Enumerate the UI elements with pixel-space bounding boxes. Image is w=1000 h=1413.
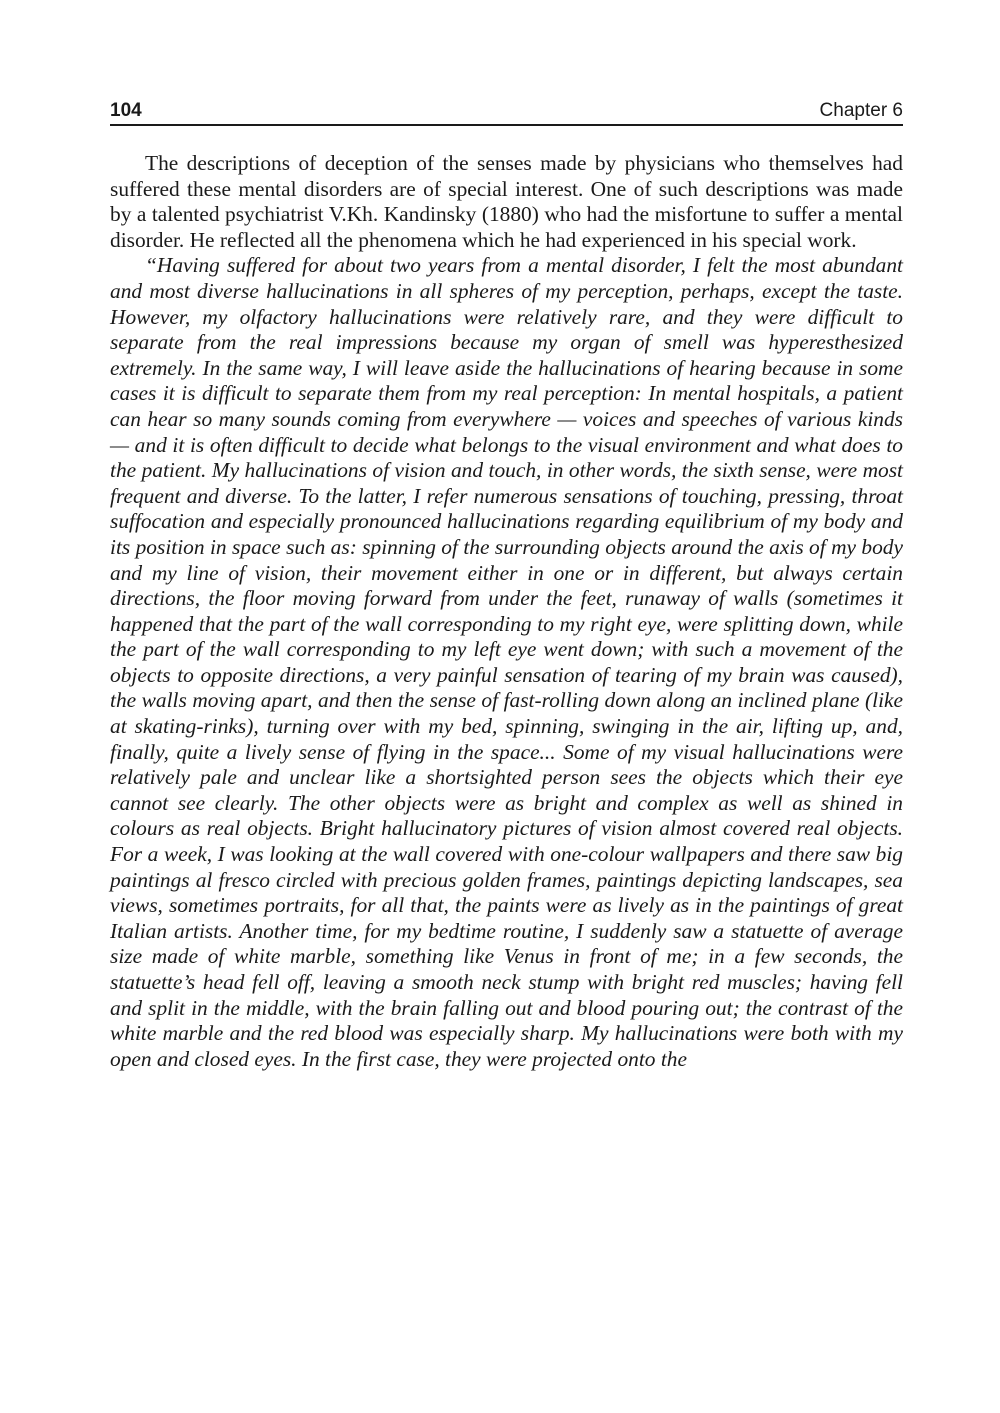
body-text — [110, 151, 903, 1072]
chapter-label: Chapter 6 — [819, 100, 903, 121]
page-number: 104 — [110, 100, 142, 121]
page-header — [110, 96, 903, 126]
paragraph-quote: “Having suffered for about two years from a mental disorder, I felt the most abundant and most diverse hallucinations in all spheres of my perception, perhaps, except the taste. However, my olfactory hallucinations were relatively rare, and they were difficult to separate from the real impressions because my organ of smell was hyperesthesized extremely. In the same way, I will leave aside the hallucinations of hearing because in some cases it is difficult to separate them from my real perception: In mental hospitals, a patient can hear so many sounds coming from everywhere — voices and speeches of various kinds — and it is often difficult to decide what belongs to the visual environment and what does to the patient. My hallucinations of vision and touch, in other words, the sixth sense, were most frequent and diverse. To the latter, I refer numerous sensations of touching, pressing, throat suffocation and especially pronounced hallucinations regarding equilibrium of my body and its position in space such as: spinning of the surrounding objects around the axis of my body and my line of vision, their movement either in one or in different, but always certain directions, the floor moving forward from under the feet, runaway of walls (sometimes it happened that the part of the wall corresponding to my right eye, were splitting down, while the part of the wall corresponding to my left eye went down; with such a movement of the objects to opposite directions, a very painful sensation of tearing of my brain was caused), the walls moving apart, and then the sense of fast-rolling down along an inclined plane (like at skating-rinks), turning over with my bed, spinning, swinging in the air, lifting up, and, finally, quite a lively sense of flying in the space... Some of my visual hallucinations were relatively pale and unclear like a shortsighted person sees the objects which their eye cannot see clearly. The other objects were as bright and complex as well as shined in colours as real objects. Bright hallucinatory pictures of vision almost covered real objects. For a week, I was looking at the wall covered with one-colour wallpapers and there saw big paintings al fresco circled with precious golden frames, paintings depicting landscapes, sea views, sometimes portraits, for all that, the paints were as lively as in the paintings of great Italian artists. Another time, for my bedtime routine, I suddenly saw a statuette of average size made of white marble, something like Venus in front of me; in a few seconds, the statuette’s head fell off, leaving a smooth neck stump with bright red muscles; having fell and split in the middle, with the brain falling out and blood pouring out; the contrast of the white marble and the red blood was especially sharp. My hallucinations were both with my open and closed eyes. In the first case, they were projected onto the — [110, 253, 903, 1071]
paragraph-intro: The descriptions of deception of the senses made by physicians who themselves had suffered these mental disorders are of special interest. One of such descriptions was made by a talented psychiatrist V.Kh. Kandinsky (1880) who had the misfortune to suffer a mental disorder. He reflected all the phenomena which he had experienced in his special work. — [110, 151, 903, 252]
